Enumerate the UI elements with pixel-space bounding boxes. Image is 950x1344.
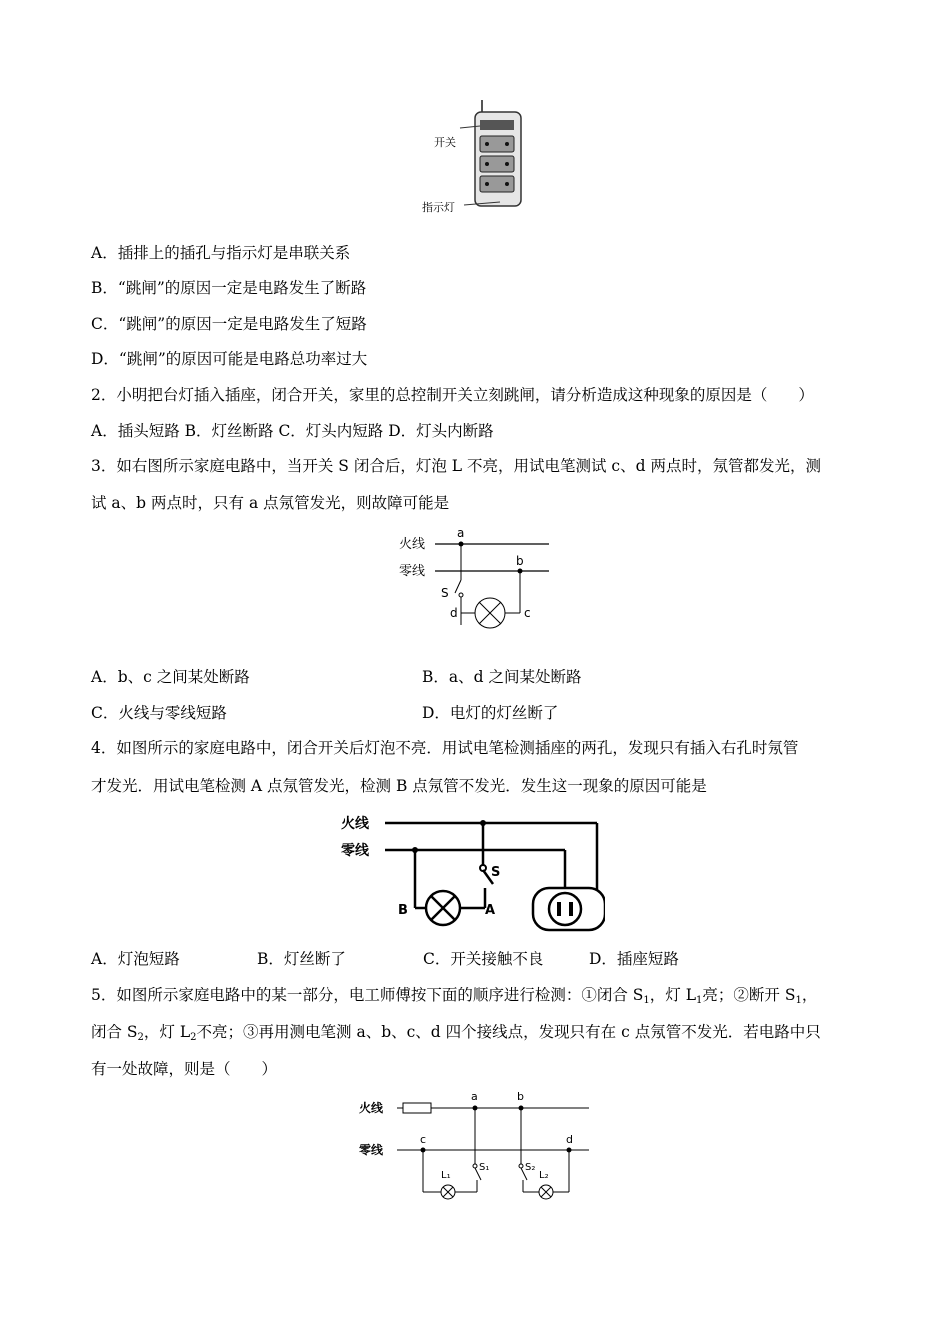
q1-option-c: C．“跳闸”的原因一定是电路发生了短路: [91, 315, 367, 333]
q5-point-a: a: [471, 1090, 478, 1103]
q3-point-c: c: [524, 606, 531, 620]
q4-option-d: D．插座短路: [589, 950, 679, 968]
q4-circuit-figure: [335, 808, 605, 938]
q4-live-label: 火线: [341, 816, 369, 832]
q4-stem-line1: 4．如图所示的家庭电路中，闭合开关后灯泡不亮．用试电笔检测插座的两孔，发现只有插入右孔时氖管: [91, 739, 799, 757]
q5-point-b: b: [517, 1090, 524, 1103]
q5-stem-line1: 5．如图所示家庭电路中的某一部分，电工师傅按下面的顺序进行检测：①闭合 $S_1$，灯 $L_1$亮；②断开 $S_1$，: [91, 986, 818, 1006]
q3-option-b: B．a、d 之间某处断路: [422, 668, 582, 686]
q3-option-d: D．电灯的灯丝断了: [422, 704, 559, 722]
q1-option-b: B．“跳闸”的原因一定是电路发生了断路: [91, 279, 367, 297]
q3-neutral-label: 零线: [399, 564, 426, 579]
q5-switch-s1: S₁: [479, 1162, 490, 1173]
q4-neutral-label: 零线: [341, 843, 369, 859]
switch-label: 开关: [434, 136, 456, 149]
q2-stem: 2．小明把台灯插入插座，闭合开关，家里的总控制开关立刻跳闸，请分析造成这种现象的原因是（ ）: [91, 386, 814, 404]
q5-lamp-l1: L₁: [441, 1170, 451, 1181]
q5-live-label: 火线: [359, 1101, 384, 1115]
q2-options: A．插头短路 B．灯丝断路 C．灯头内短路 D．灯头内断路: [91, 422, 494, 440]
q4-switch-s: S: [491, 865, 501, 880]
q3-switch-s: S: [441, 586, 449, 600]
q3-stem-line1: 3．如右图所示家庭电路中，当开关 S 闭合后，灯泡 L 不亮，用试电笔测试 c、d 两点时，氖管都发光，测: [91, 457, 821, 475]
q3-point-d: d: [450, 606, 458, 620]
q5-stem-line2: 闭合 $S_2$，灯 $L_2$不亮；③再用测电笔测 a、b、c、d 四个接线点，发现只有在 c 点氖管不发光．若电路中只: [91, 1023, 821, 1043]
q5-point-c: c: [420, 1133, 427, 1146]
q4-option-b: B．灯丝断了: [257, 950, 346, 968]
q4-option-c: C．开关接触不良: [423, 950, 544, 968]
q3-option-a: A．b、c 之间某处断路: [91, 668, 250, 686]
q5-lamp-l2: L₂: [539, 1170, 549, 1181]
q3-circuit-figure: [395, 525, 555, 635]
q4-option-a: A．灯泡短路: [91, 950, 180, 968]
q4-point-b: B: [398, 903, 408, 918]
q3-live-label: 火线: [399, 537, 426, 552]
q5-circuit-figure: [355, 1088, 595, 1200]
indicator-label: 指示灯: [422, 201, 455, 214]
q3-point-a: a: [457, 526, 465, 540]
q4-stem-line2: 才发光．用试电笔检测 A 点氖管发光，检测 B 点氖管不发光．发生这一现象的原因可能是: [91, 777, 707, 795]
q1-option-d: D．“跳闸”的原因可能是电路总功率过大: [91, 350, 368, 368]
q3-point-b: b: [516, 554, 524, 568]
q4-point-a: A: [485, 903, 496, 918]
q3-option-c: C．火线与零线短路: [91, 704, 227, 722]
q5-stem-line3: 有一处故障，则是（ ）: [91, 1060, 278, 1078]
q3-stem-line2: 试 a、b 两点时，只有 a 点氖管发光，则故障可能是: [91, 494, 450, 512]
power-strip-figure: [420, 98, 540, 216]
q5-point-d: d: [566, 1133, 573, 1146]
q1-option-a: A．插排上的插孔与指示灯是串联关系: [91, 244, 351, 262]
q5-neutral-label: 零线: [359, 1143, 384, 1157]
q5-switch-s2: S₂: [525, 1162, 536, 1173]
